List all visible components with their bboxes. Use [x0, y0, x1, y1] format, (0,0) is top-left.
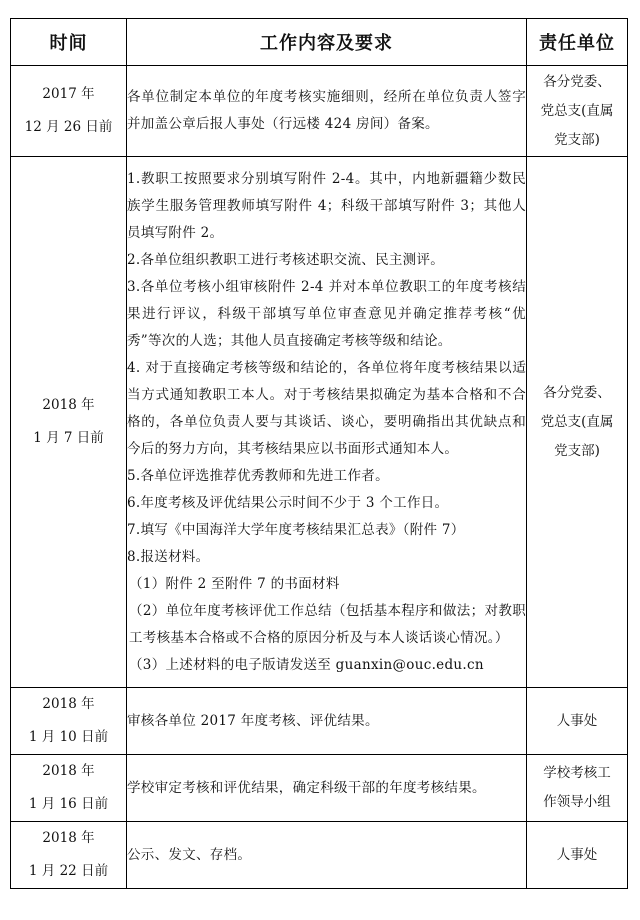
time-year: 2018 年: [42, 830, 95, 846]
content-paragraph: 各单位制定本单位的年度考核实施细则，经所在单位负责人签字并加盖公章后报人事处（行远楼 424 房间）备案。: [127, 89, 526, 132]
content-cell: [127, 66, 527, 157]
schedule-table: [10, 18, 628, 889]
time-cell: [11, 822, 127, 889]
unit-line: 人事处: [556, 712, 598, 729]
time-cell: [11, 157, 127, 688]
content-item-4: 4. 对于直接确定考核等级和结论的，各单位将年度考核结果以适当方式通知教职工本人。对于考核结果拟确定为基本合格和不合格的，各单位负责人要与其谈话、谈心，要明确指出其优缺点和今后的努力方向，其考核结果应以书面形式通知本人。: [127, 359, 526, 457]
content-subitem-3: （3）上述材料的电子版请发送至 guanxin@ouc.edu.cn: [129, 656, 484, 673]
content-subitem-1: （1）附件 2 至附件 7 的书面材料: [129, 575, 340, 592]
content-paragraph: 审核各单位 2017 年度考核、评优结果。: [127, 712, 379, 729]
time-year: 2017 年: [42, 86, 95, 102]
table-row: [11, 755, 628, 822]
unit-cell: [527, 66, 628, 157]
header-row: [11, 19, 628, 66]
unit-line: 人事处: [556, 846, 598, 863]
content-item-1: 1.教职工按照要求分别填写附件 2-4。其中，内地新疆籍少数民族学生服务管理教师填写附件 4；科级干部填写附件 3；其他人员填写附件 2。: [127, 170, 526, 241]
content-item-7: 7.填写《中国海洋大学年度考核结果汇总表》（附件 7）: [127, 521, 465, 538]
unit-line: 作领导小组: [543, 794, 611, 810]
unit-line: 学校考核工: [543, 765, 611, 781]
unit-cell: [527, 157, 628, 688]
unit-cell: [527, 688, 628, 755]
content-item-8: 8.报送材料。: [127, 548, 210, 565]
content-paragraph: 学校审定考核和评优结果，确定科级干部的年度考核结果。: [127, 779, 486, 796]
header-unit: 责任单位: [527, 19, 628, 66]
time-date: 1 月 22 日前: [28, 863, 109, 879]
content-item-3: 3.各单位考核小组审核附件 2-4 并对本单位教职工的年度考核结果进行评议，科级干部填写单位审查意见并确定推荐考核“优秀”等次的人选；其他人员直接确定考核等级和结论。: [127, 278, 526, 349]
time-date: 1 月 7 日前: [33, 430, 104, 446]
time-date: 1 月 10 日前: [28, 729, 109, 745]
time-year: 2018 年: [42, 696, 95, 712]
time-year: 2018 年: [42, 763, 95, 779]
unit-line: 各分党委、: [543, 384, 611, 401]
unit-line: 各分党委、: [543, 73, 611, 90]
content-subitem-2: （2）单位年度考核评优工作总结（包括基本程序和做法；对教职工考核基本合格或不合格的原因分析及与本人谈话谈心情况。）: [129, 602, 526, 646]
header-time: 时间: [11, 19, 127, 66]
unit-cell: [527, 822, 628, 889]
table-row: [11, 688, 628, 755]
content-item-2: 2.各单位组织教职工进行考核述职交流、民主测评。: [127, 251, 445, 268]
time-date: 1 月 16 日前: [28, 796, 109, 812]
content-item-6: 6.年度考核及评优结果公示时间不少于 3 个工作日。: [127, 494, 449, 511]
unit-line: 党总支(直属: [540, 102, 614, 119]
time-date: 12 月 26 日前: [24, 119, 113, 135]
unit-cell: [527, 755, 628, 822]
content-cell: [127, 688, 527, 755]
time-year: 2018 年: [42, 397, 95, 413]
table-row: [11, 157, 628, 688]
unit-line: 党总支(直属: [540, 413, 614, 430]
table-row: [11, 822, 628, 889]
content-cell: [127, 822, 527, 889]
time-cell: [11, 66, 127, 157]
time-cell: [11, 755, 127, 822]
content-cell: [127, 157, 527, 688]
unit-line: 党支部): [554, 131, 600, 148]
header-content: 工作内容及要求: [127, 19, 527, 66]
content-cell: [127, 755, 527, 822]
unit-line: 党支部): [554, 442, 600, 459]
table-row: [11, 66, 628, 157]
time-cell: [11, 688, 127, 755]
content-item-5: 5.各单位评选推荐优秀教师和先进工作者。: [127, 467, 389, 484]
content-paragraph: 公示、发文、存档。: [127, 846, 252, 863]
